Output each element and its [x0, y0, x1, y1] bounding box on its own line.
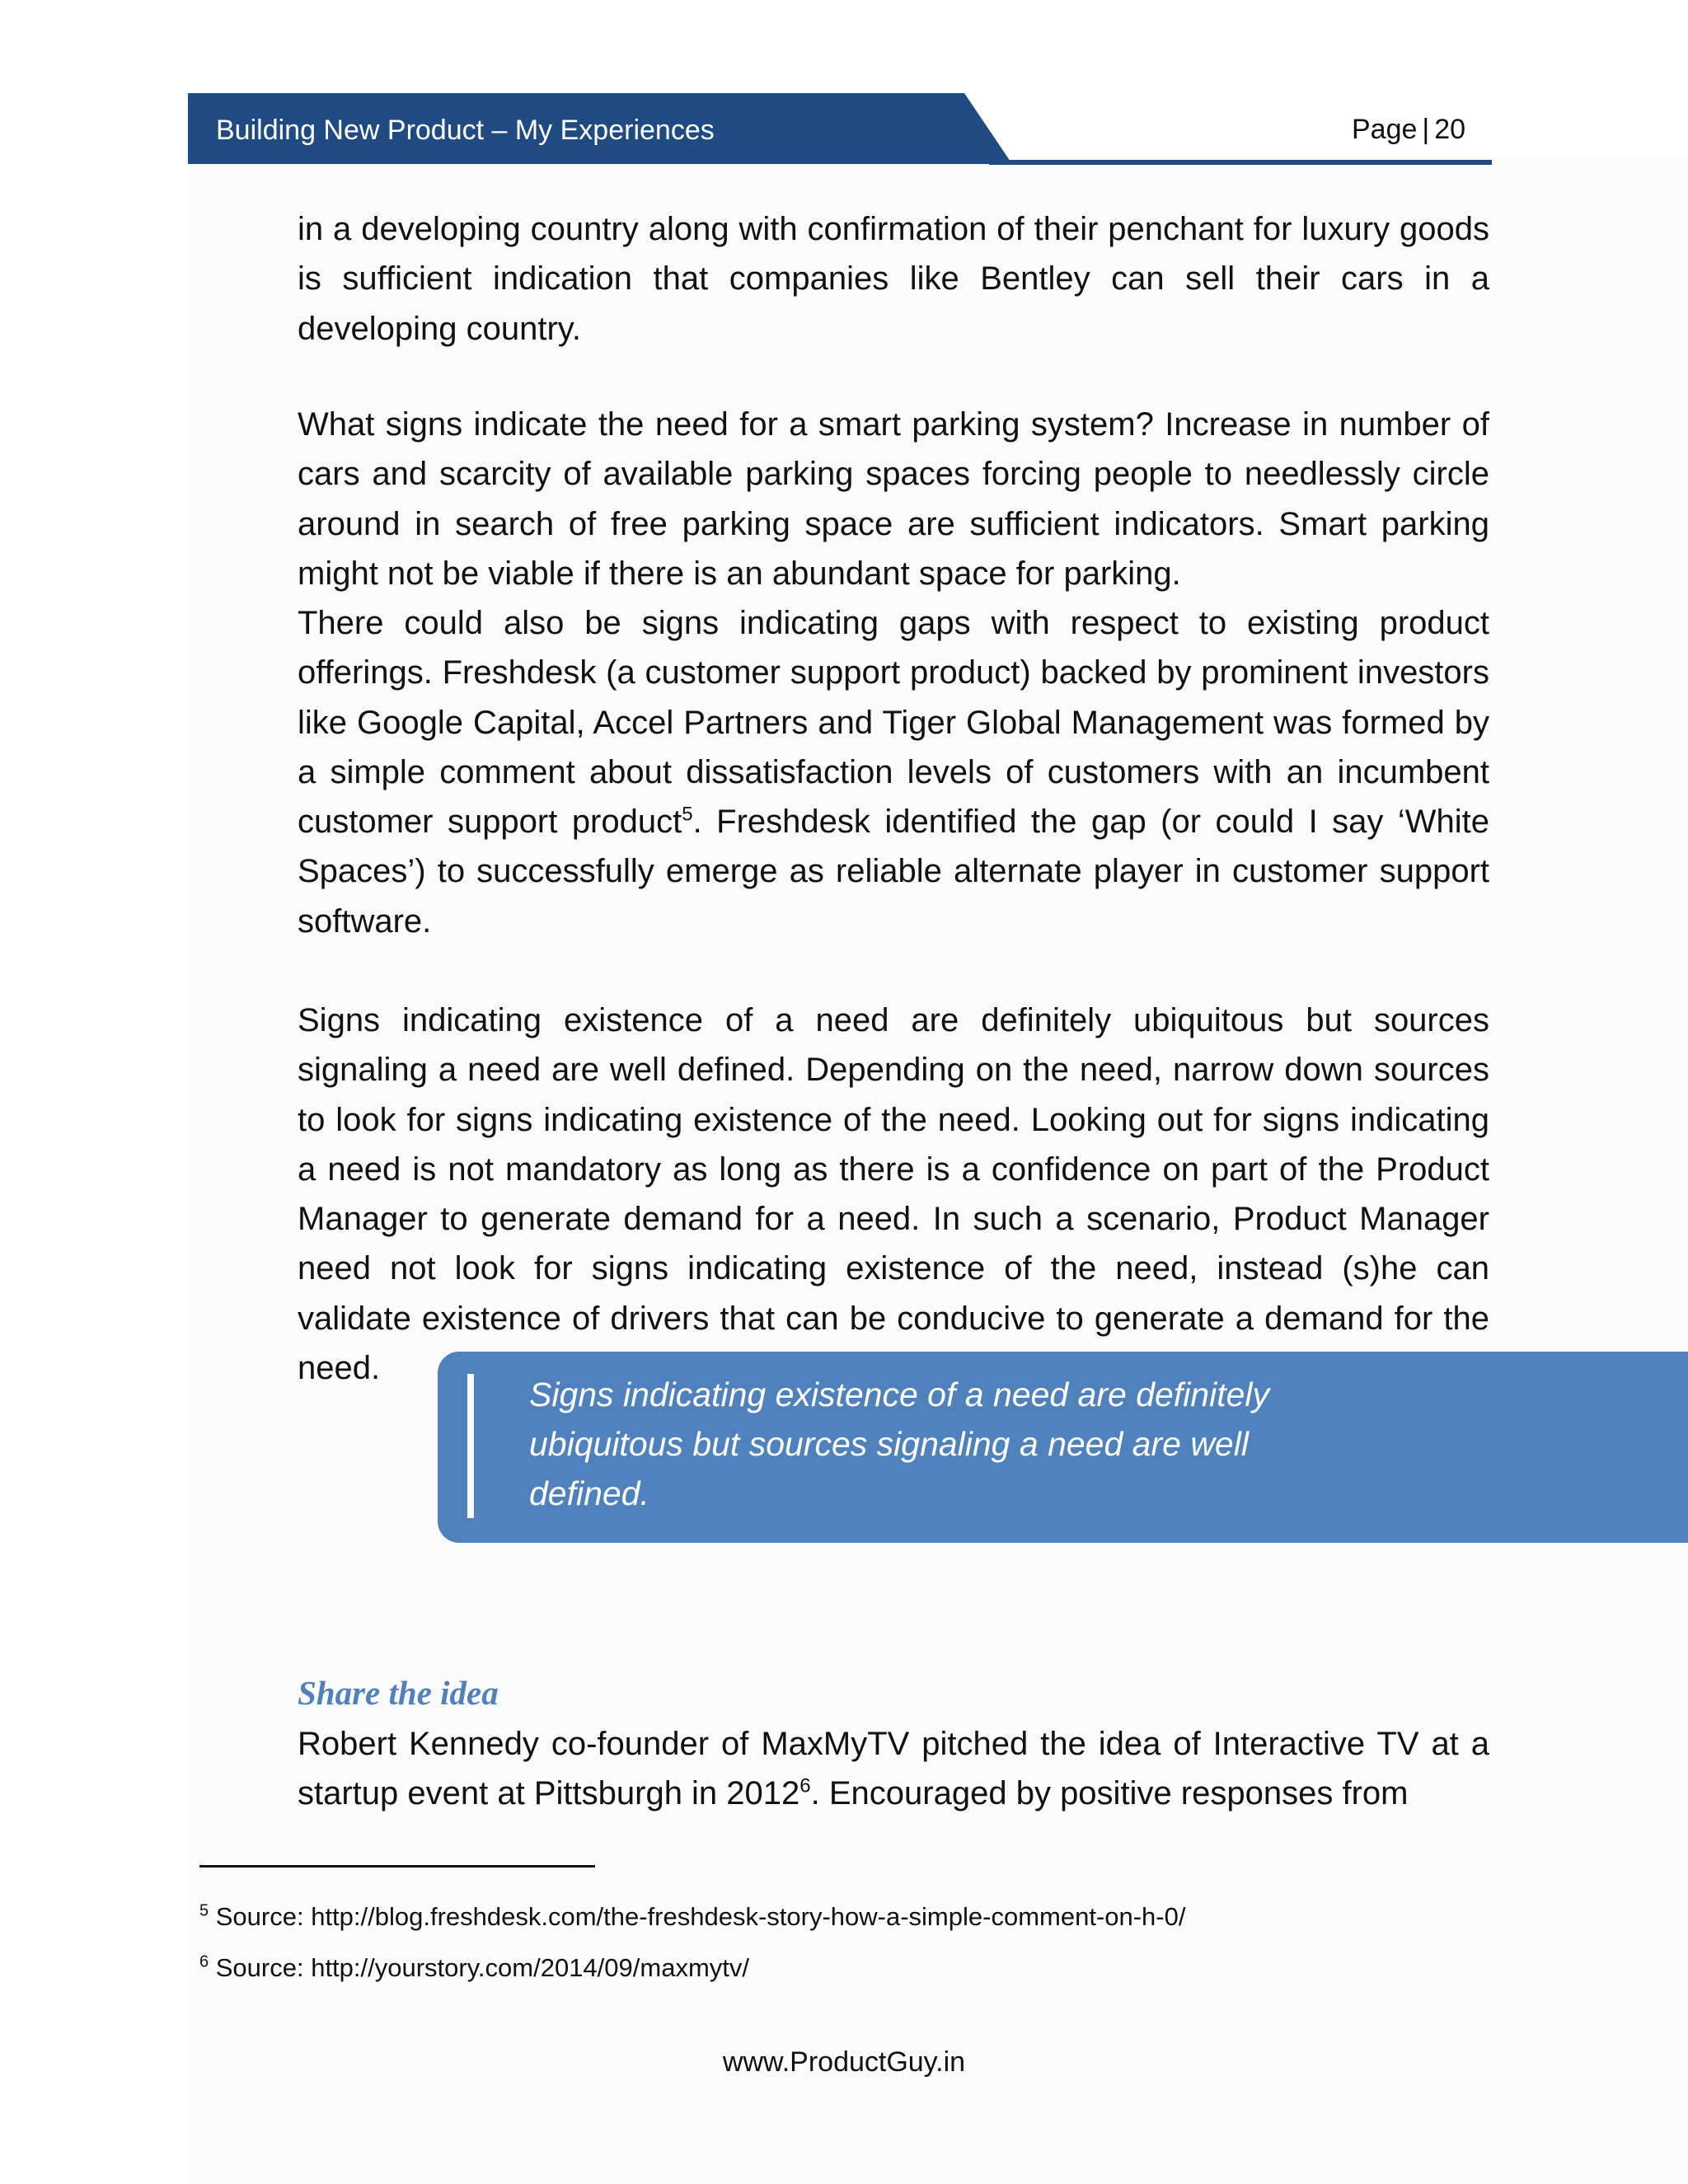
paragraph-maxmytv-text: Robert Kennedy co-founder of MaxMyTV pitched the idea of Interactive TV at a startup event at Pittsburgh in 2012: [298, 1726, 1489, 1812]
pullquote-text: Signs indicating existence of a need are definitely ubiquitous but sources signaling a need are well defined.: [529, 1376, 1270, 1512]
paragraph-freshdesk-text-cont: . Freshdesk identified the gap (or could I say ‘White Spaces’) to successfully emerge as reliable alternate player in customer support software.: [298, 804, 1489, 940]
footnote-6: [199, 1952, 749, 1985]
footnote-separator: [199, 1865, 595, 1868]
page-number-value: 20: [1434, 114, 1466, 145]
page-separator: |: [1422, 114, 1430, 145]
footnote-number: 6: [199, 1952, 209, 1971]
paragraph-freshdesk: [298, 598, 1489, 946]
footnote-number: 5: [199, 1901, 209, 1920]
paragraph-freshdesk-text: There could also be signs indicating gaps with respect to existing product offerings. Freshdesk (a customer support product) backed by prominent investors like Google Capital, Accel Partners and Tiger Global Management was formed by a simple comment about dissatisfaction levels of customers with an incumbent customer support product: [298, 605, 1489, 841]
footnote-ref-6[interactable]: 6: [799, 1774, 811, 1797]
paragraph-maxmytv-text-cont: . Encouraged by positive responses from: [810, 1775, 1409, 1812]
footnote-5: [199, 1900, 1185, 1933]
section-heading: Share the idea: [298, 1674, 499, 1712]
pullquote-bar: [467, 1374, 474, 1518]
footnote-text: Source: http://blog.freshdesk.com/the-freshdesk-story-how-a-simple-comment-on-h-0/: [215, 1902, 1186, 1931]
paragraph-bentley: in a developing country along with confirmation of their penchant for luxury goods is sufficient indication that companies like Bentley can sell their cars in a developing country.: [298, 211, 1489, 347]
paragraph-signs-need: Signs indicating existence of a need are definitely ubiquitous but sources signaling a need are well defined. Depending on the need, narrow down sources to look for signs indicating existence of the need. Looking out for signs indicating a need is not mandatory as long as there is a confidence on part of the Product Manager to generate demand for a need. In such a scenario, Product Manager need not look for signs indicating existence of the need, instead (s)he can validate existence of drivers that can be conducive to generate a demand for the need.: [298, 1002, 1489, 1387]
footnote-text: Source: http://yourstory.com/2014/09/maxmytv/: [215, 1953, 749, 1982]
header-rule: [989, 160, 1492, 165]
footer-website-link[interactable]: www.ProductGuy.in: [722, 2046, 966, 2078]
paragraph-maxmytv: [298, 1719, 1489, 1819]
running-header-title: Building New Product – My Experiences: [216, 115, 715, 146]
page-number: [1352, 113, 1465, 146]
page-label: Page: [1352, 114, 1418, 145]
footnote-ref-5[interactable]: 5: [682, 803, 693, 826]
paragraph-smart-parking: What signs indicate the need for a smart parking system? Increase in number of cars and scarcity of available parking spaces forcing people to needlessly circle around in search of free parking space are sufficient indicators. Smart parking might not be viable if there is an abundant space for parking.: [298, 406, 1489, 592]
